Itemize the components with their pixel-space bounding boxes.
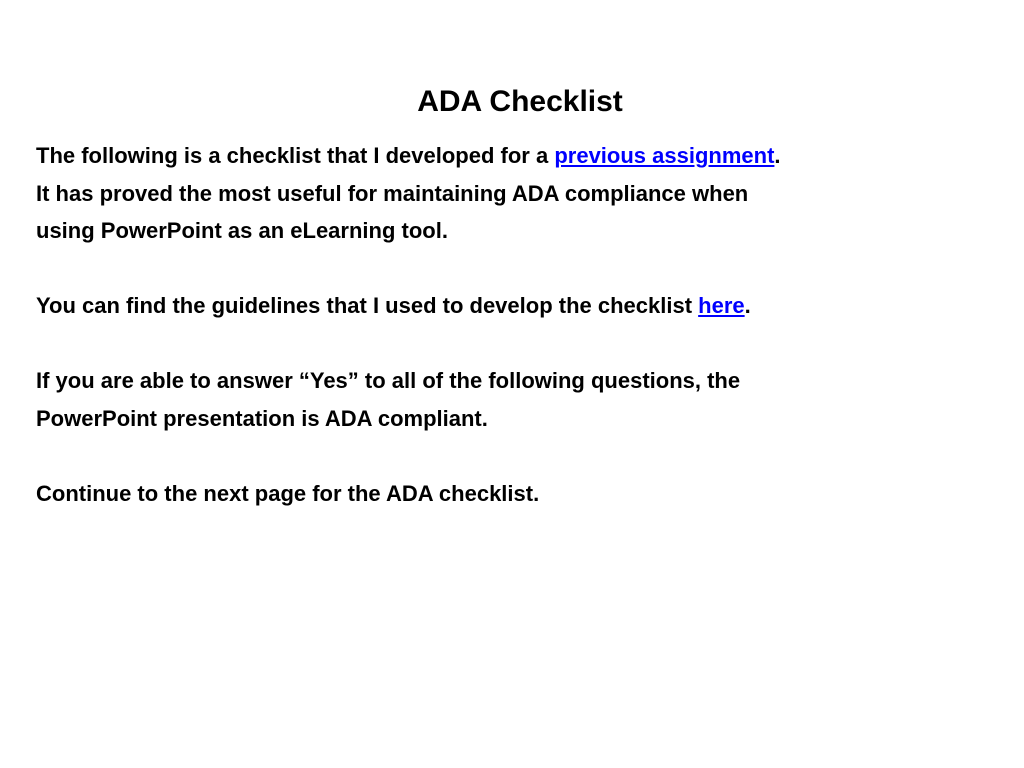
intro-line-1-text: The following is a checklist that I developed for a	[36, 143, 555, 168]
slide-body	[36, 137, 996, 512]
intro-line-1	[36, 137, 996, 175]
guidelines-paragraph	[36, 287, 996, 325]
compliance-line-1: If you are able to answer “Yes” to all of the following questions, the	[36, 368, 741, 393]
previous-assignment-link[interactable]: previous assignment	[554, 143, 775, 168]
guidelines-line	[36, 287, 996, 325]
continue-paragraph	[36, 475, 996, 513]
intro-line-1-period: .	[774, 143, 781, 168]
compliance-paragraph	[36, 362, 996, 437]
continue-line: Continue to the next page for the ADA checklist.	[36, 480, 540, 506]
intro-paragraph	[36, 137, 996, 250]
guidelines-period: .	[744, 293, 751, 318]
intro-line-2: It has proved the most useful for maintaining ADA compliance when	[36, 180, 749, 206]
guidelines-here-link[interactable]: here	[698, 293, 745, 318]
guidelines-text: You can find the guidelines that I used to develop the checklist	[36, 293, 699, 318]
intro-line-3: using PowerPoint as an eLearning tool.	[36, 218, 448, 243]
slide-title: ADA Checklist	[417, 85, 623, 118]
compliance-line-2: PowerPoint presentation is ADA compliant.	[36, 405, 488, 431]
